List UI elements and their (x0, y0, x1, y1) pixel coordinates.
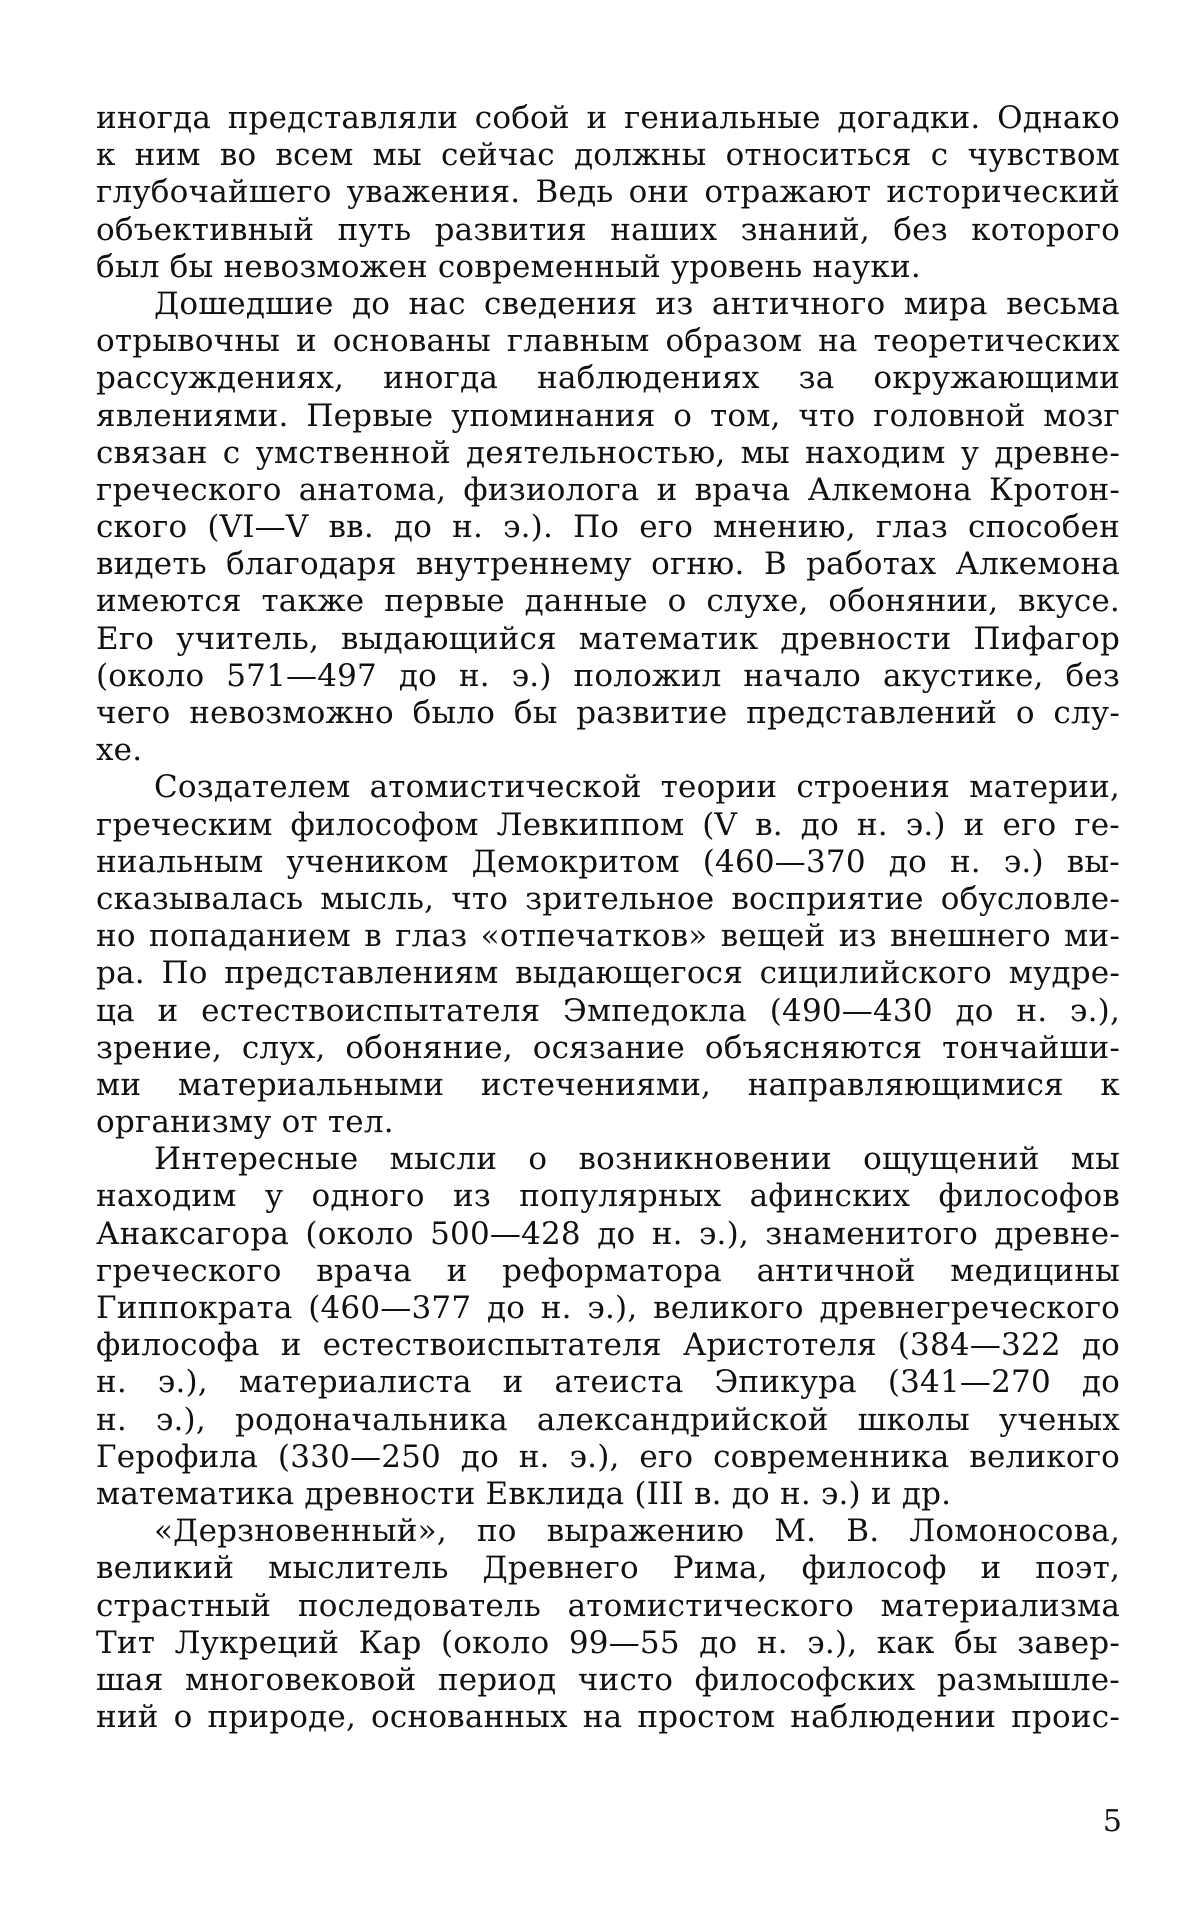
text-line: ра. По представлениям выдающегося сицилийского мудре- (96, 955, 1120, 992)
text-line: «Дерзновенный», по выражению М. В. Ломоносова, (154, 1513, 1120, 1550)
text-line: (около 571—497 до н. э.) положил начало акустике, без (96, 657, 1120, 694)
text-line: шая многовековой период чисто философских размышле- (96, 1661, 1120, 1698)
body-text (96, 100, 1120, 1736)
text-line: отрывочны и основаны главным образом на теоретических (96, 323, 1120, 360)
text-line: был бы невозможен современный уровень науки. (96, 248, 921, 285)
text-line: Анаксагора (около 500—428 до н. э.), знаменитого древне- (96, 1215, 1120, 1252)
text-line: н. э.), родоначальника александрийской школы ученых (96, 1401, 1120, 1438)
text-line: видеть благодаря внутреннему огню. В работах Алкемона (96, 546, 1120, 583)
text-line: Интересные мысли о возникновении ощущений мы (154, 1141, 1120, 1178)
text-line: но попаданием в глаз «отпечатков» вещей из внешнего ми- (96, 918, 1120, 955)
text-line: имеются также первые данные о слухе, обонянии, вкусе. (96, 583, 1120, 620)
text-line: Его учитель, выдающийся математик древности Пифагор (96, 620, 1120, 657)
text-line: страстный последователь атомистического материализма (96, 1587, 1120, 1624)
text-line: находим у одного из популярных афинских философов (96, 1178, 1120, 1215)
text-line: ниальным учеником Демокритом (460—370 до н. э.) вы- (96, 843, 1120, 880)
text-line: греческого анатома, физиолога и врача Алкемона Кротон- (96, 471, 1120, 508)
text-line: Гиппократа (460—377 до н. э.), великого древнегреческого (96, 1290, 1120, 1326)
text-line: Герофила (330—250 до н. э.), его современника великого (96, 1438, 1120, 1475)
text-line: греческим философом Левкиппом (V в. до н. э.) и его ге- (96, 806, 1120, 843)
text-line: Дошедшие до нас сведения из античного мира весьма (154, 285, 1120, 322)
text-line: иногда представляли собой и гениальные догадки. Однако (96, 100, 1120, 136)
text-line: зрение, слух, обоняние, осязание объясняются тончайши- (96, 1029, 1120, 1066)
text-line: Создателем атомистической теории строения материи, (154, 769, 1120, 806)
text-line: математика древности Евклида (III в. до н. э.) и др. (96, 1475, 952, 1512)
text-line: н. э.), материалиста и атеиста Эпикура (341—270 до (96, 1364, 1120, 1401)
text-line: ского (VI—V вв. до н. э.). По его мнению, глаз способен (96, 509, 1120, 546)
text-line: ний о природе, основанных на простом наблюдении проис- (96, 1699, 1120, 1736)
text-line: рассуждениях, иногда наблюдениях за окружающими (96, 360, 1120, 397)
text-line: сказывалась мысль, что зрительное восприятие обусловле- (96, 880, 1120, 917)
text-line: явлениями. Первые упоминания о том, что головной мозг (96, 397, 1120, 434)
text-line: греческого врача и реформатора античной медицины (96, 1252, 1120, 1289)
text-line: к ним во всем мы сейчас должны относиться с чувством (96, 137, 1120, 174)
text-line: хе. (96, 732, 143, 769)
text-line: Тит Лукреций Кар (около 99—55 до н. э.), как бы завер- (96, 1624, 1120, 1661)
text-line: организму от тел. (96, 1104, 394, 1141)
text-line: чего невозможно было бы развитие представлений о слу- (96, 695, 1120, 731)
text-line: объективный путь развития наших знаний, без которого (96, 211, 1120, 248)
text-line: ца и естествоиспытателя Эмпедокла (490—430 до н. э.), (96, 992, 1120, 1029)
page-number: 5 (1102, 1804, 1122, 1839)
text-line: связан с умственной деятельностью, мы находим у древне- (96, 434, 1120, 471)
text-line: великий мыслитель Древнего Рима, философ и поэт, (96, 1550, 1120, 1587)
text-line: философа и естествоиспытателя Аристотеля (384—322 до (96, 1327, 1120, 1364)
text-line: ми материальными истечениями, направляющимися к (96, 1066, 1120, 1103)
text-line: глубочайшего уважения. Ведь они отражают исторический (96, 174, 1120, 211)
